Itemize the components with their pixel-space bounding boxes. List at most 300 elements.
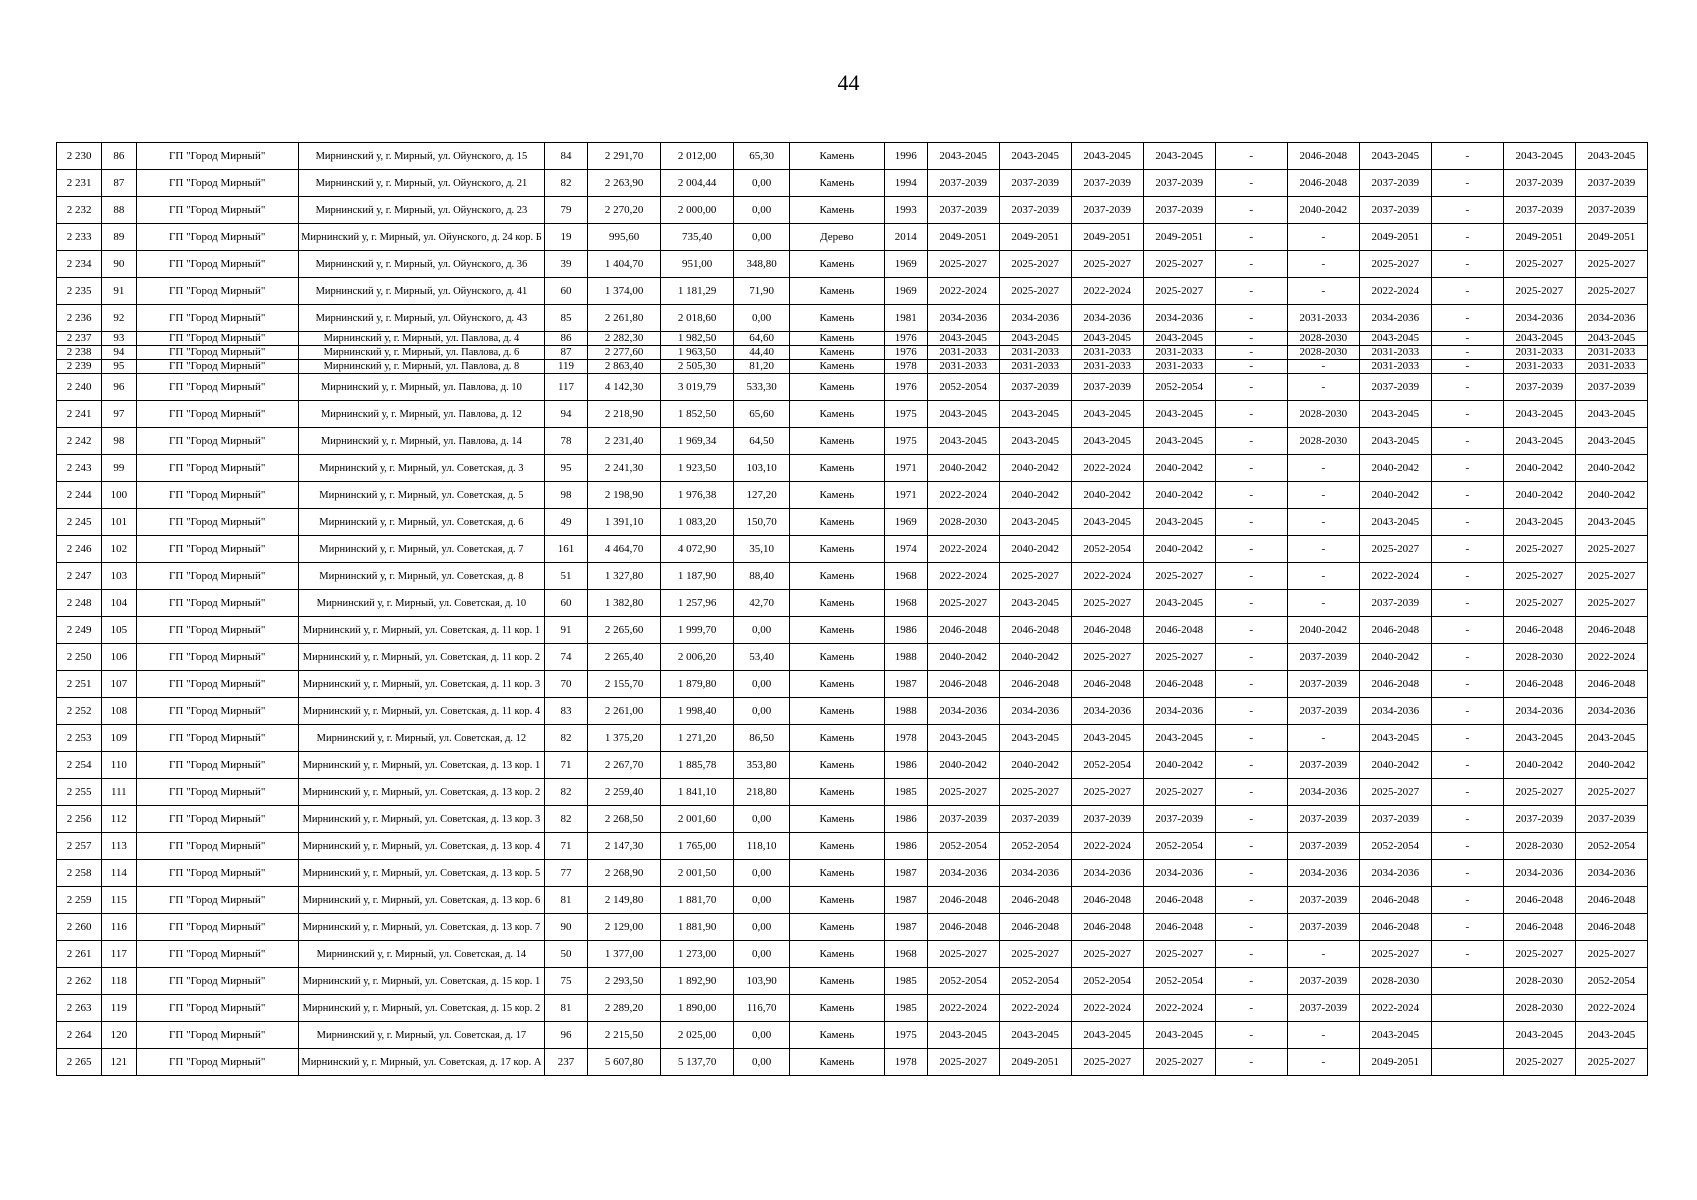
period-9-cell: 2028-2030: [1503, 968, 1575, 995]
wall-material-cell: Камень: [790, 278, 885, 305]
period-2-cell: 2043-2045: [999, 401, 1071, 428]
owner-cell: ГП "Город Мирный": [136, 170, 298, 197]
period-1-cell: 2043-2045: [927, 332, 999, 346]
period-6-cell: -: [1287, 1049, 1359, 1076]
wall-material-cell: Камень: [790, 482, 885, 509]
period-4-cell: 2043-2045: [1143, 725, 1215, 752]
local-index-cell: 96: [102, 374, 136, 401]
wall-material-cell: Камень: [790, 860, 885, 887]
owner-cell: ГП "Город Мирный": [136, 332, 298, 346]
period-10-cell: 2043-2045: [1575, 401, 1647, 428]
period-10-cell: 2025-2027: [1575, 590, 1647, 617]
period-6-cell: -: [1287, 563, 1359, 590]
row-number-cell: 2 242: [57, 428, 102, 455]
build-year-cell: 1986: [884, 752, 927, 779]
period-8-cell: [1431, 995, 1503, 1022]
total-area-cell: 1 382,80: [588, 590, 661, 617]
period-3-cell: 2052-2054: [1071, 752, 1143, 779]
total-area-cell: 2 147,30: [588, 833, 661, 860]
period-6-cell: -: [1287, 251, 1359, 278]
table-row: [57, 374, 1648, 401]
row-number-cell: 2 265: [57, 1049, 102, 1076]
row-number-cell: 2 262: [57, 968, 102, 995]
residents-cell: 91: [545, 617, 588, 644]
period-10-cell: 2025-2027: [1575, 536, 1647, 563]
total-area-cell: 1 375,20: [588, 725, 661, 752]
build-year-cell: 1994: [884, 170, 927, 197]
residents-cell: 94: [545, 401, 588, 428]
period-1-cell: 2028-2030: [927, 509, 999, 536]
period-10-cell: 2040-2042: [1575, 455, 1647, 482]
period-7-cell: 2046-2048: [1359, 617, 1431, 644]
period-2-cell: 2025-2027: [999, 563, 1071, 590]
wall-material-cell: Камень: [790, 1049, 885, 1076]
period-10-cell: 2034-2036: [1575, 860, 1647, 887]
owner-cell: ГП "Город Мирный": [136, 360, 298, 374]
total-area-cell: 2 215,50: [588, 1022, 661, 1049]
local-index-cell: 100: [102, 482, 136, 509]
period-8-cell: -: [1431, 360, 1503, 374]
nonresidential-area-cell: 218,80: [734, 779, 790, 806]
period-7-cell: 2028-2030: [1359, 968, 1431, 995]
period-1-cell: 2022-2024: [927, 995, 999, 1022]
residents-cell: 77: [545, 860, 588, 887]
period-3-cell: 2025-2027: [1071, 941, 1143, 968]
address-cell: Мирнинский у, г. Мирный, ул. Советская, д. 7: [298, 536, 544, 563]
period-6-cell: 2028-2030: [1287, 428, 1359, 455]
owner-cell: ГП "Город Мирный": [136, 914, 298, 941]
period-3-cell: 2034-2036: [1071, 698, 1143, 725]
period-7-cell: 2043-2045: [1359, 401, 1431, 428]
period-10-cell: 2043-2045: [1575, 332, 1647, 346]
nonresidential-area-cell: 0,00: [734, 617, 790, 644]
period-1-cell: 2034-2036: [927, 860, 999, 887]
local-index-cell: 120: [102, 1022, 136, 1049]
period-7-cell: 2034-2036: [1359, 860, 1431, 887]
period-4-cell: 2037-2039: [1143, 170, 1215, 197]
period-5-cell: -: [1215, 428, 1287, 455]
period-5-cell: -: [1215, 725, 1287, 752]
total-area-cell: 2 241,30: [588, 455, 661, 482]
period-2-cell: 2049-2051: [999, 224, 1071, 251]
owner-cell: ГП "Город Мирный": [136, 536, 298, 563]
living-area-cell: 1 969,34: [661, 428, 734, 455]
owner-cell: ГП "Город Мирный": [136, 644, 298, 671]
period-8-cell: -: [1431, 224, 1503, 251]
page-number: 44: [837, 70, 860, 95]
period-2-cell: 2034-2036: [999, 305, 1071, 332]
local-index-cell: 98: [102, 428, 136, 455]
period-5-cell: -: [1215, 360, 1287, 374]
table-row: [57, 995, 1648, 1022]
period-9-cell: 2037-2039: [1503, 806, 1575, 833]
row-number-cell: 2 240: [57, 374, 102, 401]
period-8-cell: -: [1431, 590, 1503, 617]
nonresidential-area-cell: 0,00: [734, 671, 790, 698]
residents-cell: 82: [545, 806, 588, 833]
period-6-cell: -: [1287, 482, 1359, 509]
wall-material-cell: Камень: [790, 725, 885, 752]
address-cell: Мирнинский у, г. Мирный, ул. Советская, д. 11 кор. 3: [298, 671, 544, 698]
total-area-cell: 1 327,80: [588, 563, 661, 590]
period-5-cell: -: [1215, 536, 1287, 563]
nonresidential-area-cell: 127,20: [734, 482, 790, 509]
nonresidential-area-cell: 116,70: [734, 995, 790, 1022]
build-year-cell: 1968: [884, 941, 927, 968]
period-9-cell: 2025-2027: [1503, 278, 1575, 305]
owner-cell: ГП "Город Мирный": [136, 278, 298, 305]
period-2-cell: 2040-2042: [999, 644, 1071, 671]
build-year-cell: 1976: [884, 346, 927, 360]
address-cell: Мирнинский у, г. Мирный, ул. Советская, д. 13 кор. 7: [298, 914, 544, 941]
period-10-cell: 2046-2048: [1575, 887, 1647, 914]
living-area-cell: 2 018,60: [661, 305, 734, 332]
build-year-cell: 1969: [884, 509, 927, 536]
row-number-cell: 2 247: [57, 563, 102, 590]
row-number-cell: 2 234: [57, 251, 102, 278]
register-body: [57, 143, 1648, 1076]
residents-cell: 82: [545, 779, 588, 806]
period-5-cell: -: [1215, 346, 1287, 360]
period-9-cell: 2043-2045: [1503, 725, 1575, 752]
build-year-cell: 1976: [884, 332, 927, 346]
period-3-cell: 2037-2039: [1071, 170, 1143, 197]
period-4-cell: 2037-2039: [1143, 806, 1215, 833]
local-index-cell: 101: [102, 509, 136, 536]
build-year-cell: 1985: [884, 779, 927, 806]
nonresidential-area-cell: 65,30: [734, 143, 790, 170]
period-10-cell: 2040-2042: [1575, 482, 1647, 509]
owner-cell: ГП "Город Мирный": [136, 617, 298, 644]
wall-material-cell: Дерево: [790, 224, 885, 251]
residents-cell: 74: [545, 644, 588, 671]
period-6-cell: -: [1287, 941, 1359, 968]
period-10-cell: 2025-2027: [1575, 278, 1647, 305]
period-7-cell: 2043-2045: [1359, 428, 1431, 455]
period-3-cell: 2046-2048: [1071, 617, 1143, 644]
period-1-cell: 2031-2033: [927, 346, 999, 360]
row-number-cell: 2 264: [57, 1022, 102, 1049]
period-9-cell: 2043-2045: [1503, 1022, 1575, 1049]
row-number-cell: 2 248: [57, 590, 102, 617]
table-row: [57, 1022, 1648, 1049]
living-area-cell: 1 273,00: [661, 941, 734, 968]
period-4-cell: 2043-2045: [1143, 509, 1215, 536]
table-row: [57, 401, 1648, 428]
address-cell: Мирнинский у, г. Мирный, ул. Советская, д. 13 кор. 3: [298, 806, 544, 833]
living-area-cell: 2 006,20: [661, 644, 734, 671]
period-1-cell: 2043-2045: [927, 428, 999, 455]
period-10-cell: 2025-2027: [1575, 779, 1647, 806]
residents-cell: 51: [545, 563, 588, 590]
period-9-cell: 2040-2042: [1503, 455, 1575, 482]
owner-cell: ГП "Город Мирный": [136, 725, 298, 752]
period-9-cell: 2040-2042: [1503, 752, 1575, 779]
build-year-cell: 1988: [884, 644, 927, 671]
period-3-cell: 2043-2045: [1071, 725, 1143, 752]
address-cell: Мирнинский у, г. Мирный, ул. Ойунского, д. 15: [298, 143, 544, 170]
table-row: [57, 1049, 1648, 1076]
build-year-cell: 1981: [884, 305, 927, 332]
period-2-cell: 2040-2042: [999, 482, 1071, 509]
period-8-cell: -: [1431, 806, 1503, 833]
living-area-cell: 1 998,40: [661, 698, 734, 725]
period-8-cell: -: [1431, 170, 1503, 197]
period-8-cell: -: [1431, 278, 1503, 305]
period-10-cell: 2040-2042: [1575, 752, 1647, 779]
residents-cell: 95: [545, 455, 588, 482]
address-cell: Мирнинский у, г. Мирный, ул. Советская, д. 17: [298, 1022, 544, 1049]
wall-material-cell: Камень: [790, 779, 885, 806]
period-3-cell: 2043-2045: [1071, 509, 1143, 536]
nonresidential-area-cell: 0,00: [734, 887, 790, 914]
period-2-cell: 2049-2051: [999, 1049, 1071, 1076]
period-7-cell: 2034-2036: [1359, 698, 1431, 725]
row-number-cell: 2 236: [57, 305, 102, 332]
table-row: [57, 644, 1648, 671]
period-7-cell: 2043-2045: [1359, 143, 1431, 170]
total-area-cell: 1 374,00: [588, 278, 661, 305]
period-3-cell: 2043-2045: [1071, 332, 1143, 346]
row-number-cell: 2 257: [57, 833, 102, 860]
period-9-cell: 2025-2027: [1503, 536, 1575, 563]
address-cell: Мирнинский у, г. Мирный, ул. Павлова, д. 6: [298, 346, 544, 360]
period-6-cell: 2037-2039: [1287, 887, 1359, 914]
row-number-cell: 2 258: [57, 860, 102, 887]
period-3-cell: 2022-2024: [1071, 563, 1143, 590]
period-2-cell: 2043-2045: [999, 509, 1071, 536]
period-3-cell: 2031-2033: [1071, 360, 1143, 374]
owner-cell: ГП "Город Мирный": [136, 995, 298, 1022]
period-8-cell: -: [1431, 197, 1503, 224]
build-year-cell: 1985: [884, 968, 927, 995]
build-year-cell: 1968: [884, 590, 927, 617]
period-8-cell: -: [1431, 617, 1503, 644]
period-7-cell: 2034-2036: [1359, 305, 1431, 332]
wall-material-cell: Камень: [790, 401, 885, 428]
local-index-cell: 107: [102, 671, 136, 698]
nonresidential-area-cell: 65,60: [734, 401, 790, 428]
nonresidential-area-cell: 0,00: [734, 305, 790, 332]
local-index-cell: 121: [102, 1049, 136, 1076]
residents-cell: 60: [545, 590, 588, 617]
wall-material-cell: Камень: [790, 671, 885, 698]
row-number-cell: 2 233: [57, 224, 102, 251]
period-5-cell: -: [1215, 170, 1287, 197]
period-9-cell: 2046-2048: [1503, 671, 1575, 698]
owner-cell: ГП "Город Мирный": [136, 1049, 298, 1076]
build-year-cell: 1987: [884, 860, 927, 887]
period-7-cell: 2037-2039: [1359, 197, 1431, 224]
period-5-cell: -: [1215, 563, 1287, 590]
table-row: [57, 536, 1648, 563]
period-4-cell: 2043-2045: [1143, 401, 1215, 428]
owner-cell: ГП "Город Мирный": [136, 887, 298, 914]
period-3-cell: 2022-2024: [1071, 278, 1143, 305]
period-1-cell: 2022-2024: [927, 563, 999, 590]
period-9-cell: 2025-2027: [1503, 563, 1575, 590]
period-10-cell: 2052-2054: [1575, 833, 1647, 860]
period-2-cell: 2043-2045: [999, 428, 1071, 455]
table-row: [57, 346, 1648, 360]
period-5-cell: -: [1215, 509, 1287, 536]
period-5-cell: -: [1215, 278, 1287, 305]
build-year-cell: 1986: [884, 806, 927, 833]
period-5-cell: -: [1215, 251, 1287, 278]
period-2-cell: 2037-2039: [999, 170, 1071, 197]
row-number-cell: 2 241: [57, 401, 102, 428]
total-area-cell: 1 404,70: [588, 251, 661, 278]
local-index-cell: 87: [102, 170, 136, 197]
period-4-cell: 2034-2036: [1143, 860, 1215, 887]
period-1-cell: 2046-2048: [927, 671, 999, 698]
address-cell: Мирнинский у, г. Мирный, ул. Ойунского, д. 36: [298, 251, 544, 278]
period-4-cell: 2052-2054: [1143, 374, 1215, 401]
period-4-cell: 2043-2045: [1143, 428, 1215, 455]
address-cell: Мирнинский у, г. Мирный, ул. Советская, д. 11 кор. 1: [298, 617, 544, 644]
period-8-cell: -: [1431, 332, 1503, 346]
local-index-cell: 88: [102, 197, 136, 224]
table-row: [57, 617, 1648, 644]
period-9-cell: 2046-2048: [1503, 914, 1575, 941]
table-row: [57, 590, 1648, 617]
build-year-cell: 1976: [884, 374, 927, 401]
nonresidential-area-cell: 86,50: [734, 725, 790, 752]
living-area-cell: 4 072,90: [661, 536, 734, 563]
living-area-cell: 735,40: [661, 224, 734, 251]
period-9-cell: 2031-2033: [1503, 346, 1575, 360]
period-3-cell: 2022-2024: [1071, 455, 1143, 482]
nonresidential-area-cell: 118,10: [734, 833, 790, 860]
wall-material-cell: Камень: [790, 914, 885, 941]
build-year-cell: 1975: [884, 1022, 927, 1049]
period-8-cell: -: [1431, 860, 1503, 887]
period-10-cell: 2034-2036: [1575, 305, 1647, 332]
nonresidential-area-cell: 533,30: [734, 374, 790, 401]
period-6-cell: -: [1287, 278, 1359, 305]
period-9-cell: 2028-2030: [1503, 644, 1575, 671]
period-7-cell: 2025-2027: [1359, 536, 1431, 563]
total-area-cell: 2 149,80: [588, 887, 661, 914]
local-index-cell: 117: [102, 941, 136, 968]
period-8-cell: -: [1431, 455, 1503, 482]
build-year-cell: 1971: [884, 482, 927, 509]
period-9-cell: 2028-2030: [1503, 995, 1575, 1022]
period-6-cell: 2028-2030: [1287, 346, 1359, 360]
period-1-cell: 2022-2024: [927, 482, 999, 509]
owner-cell: ГП "Город Мирный": [136, 941, 298, 968]
total-area-cell: 1 391,10: [588, 509, 661, 536]
total-area-cell: 2 265,40: [588, 644, 661, 671]
address-cell: Мирнинский у, г. Мирный, ул. Советская, д. 12: [298, 725, 544, 752]
total-area-cell: 2 263,90: [588, 170, 661, 197]
period-10-cell: 2025-2027: [1575, 563, 1647, 590]
address-cell: Мирнинский у, г. Мирный, ул. Советская, д. 13 кор. 2: [298, 779, 544, 806]
period-8-cell: -: [1431, 251, 1503, 278]
living-area-cell: 1 841,10: [661, 779, 734, 806]
build-year-cell: 1975: [884, 401, 927, 428]
period-7-cell: 2043-2045: [1359, 332, 1431, 346]
nonresidential-area-cell: 0,00: [734, 1049, 790, 1076]
owner-cell: ГП "Город Мирный": [136, 224, 298, 251]
period-4-cell: 2040-2042: [1143, 752, 1215, 779]
residents-cell: 96: [545, 1022, 588, 1049]
period-3-cell: 2043-2045: [1071, 428, 1143, 455]
residents-cell: 71: [545, 752, 588, 779]
address-cell: Мирнинский у, г. Мирный, ул. Советская, д. 13 кор. 5: [298, 860, 544, 887]
period-1-cell: 2040-2042: [927, 644, 999, 671]
row-number-cell: 2 259: [57, 887, 102, 914]
local-index-cell: 103: [102, 563, 136, 590]
period-2-cell: 2040-2042: [999, 455, 1071, 482]
row-number-cell: 2 249: [57, 617, 102, 644]
total-area-cell: 2 282,30: [588, 332, 661, 346]
total-area-cell: 2 261,00: [588, 698, 661, 725]
period-10-cell: 2046-2048: [1575, 914, 1647, 941]
period-10-cell: 2034-2036: [1575, 698, 1647, 725]
residents-cell: 78: [545, 428, 588, 455]
period-4-cell: 2052-2054: [1143, 833, 1215, 860]
period-6-cell: -: [1287, 536, 1359, 563]
period-3-cell: 2034-2036: [1071, 860, 1143, 887]
period-7-cell: 2037-2039: [1359, 590, 1431, 617]
total-area-cell: 2 261,80: [588, 305, 661, 332]
period-1-cell: 2046-2048: [927, 914, 999, 941]
period-2-cell: 2025-2027: [999, 278, 1071, 305]
period-2-cell: 2043-2045: [999, 725, 1071, 752]
living-area-cell: 1 881,70: [661, 887, 734, 914]
owner-cell: ГП "Город Мирный": [136, 833, 298, 860]
table-row: [57, 197, 1648, 224]
build-year-cell: 1978: [884, 1049, 927, 1076]
period-8-cell: -: [1431, 698, 1503, 725]
address-cell: Мирнинский у, г. Мирный, ул. Павлова, д. 12: [298, 401, 544, 428]
period-4-cell: 2025-2027: [1143, 278, 1215, 305]
period-10-cell: 2037-2039: [1575, 806, 1647, 833]
total-area-cell: 2 270,20: [588, 197, 661, 224]
period-7-cell: 2040-2042: [1359, 482, 1431, 509]
period-2-cell: 2031-2033: [999, 346, 1071, 360]
period-8-cell: -: [1431, 914, 1503, 941]
period-9-cell: 2049-2051: [1503, 224, 1575, 251]
period-5-cell: -: [1215, 482, 1287, 509]
period-4-cell: 2046-2048: [1143, 671, 1215, 698]
period-5-cell: -: [1215, 995, 1287, 1022]
row-number-cell: 2 232: [57, 197, 102, 224]
period-10-cell: 2043-2045: [1575, 428, 1647, 455]
row-number-cell: 2 254: [57, 752, 102, 779]
period-1-cell: 2025-2027: [927, 779, 999, 806]
residents-cell: 84: [545, 143, 588, 170]
period-7-cell: 2043-2045: [1359, 509, 1431, 536]
period-1-cell: 2043-2045: [927, 1022, 999, 1049]
residents-cell: 75: [545, 968, 588, 995]
period-2-cell: 2022-2024: [999, 995, 1071, 1022]
owner-cell: ГП "Город Мирный": [136, 752, 298, 779]
period-5-cell: -: [1215, 617, 1287, 644]
wall-material-cell: Камень: [790, 887, 885, 914]
period-6-cell: 2037-2039: [1287, 698, 1359, 725]
period-6-cell: 2037-2039: [1287, 914, 1359, 941]
period-3-cell: 2043-2045: [1071, 401, 1143, 428]
period-4-cell: 2043-2045: [1143, 1022, 1215, 1049]
owner-cell: ГП "Город Мирный": [136, 374, 298, 401]
period-2-cell: 2043-2045: [999, 143, 1071, 170]
row-number-cell: 2 250: [57, 644, 102, 671]
period-4-cell: 2052-2054: [1143, 968, 1215, 995]
period-3-cell: 2025-2027: [1071, 779, 1143, 806]
living-area-cell: 2 025,00: [661, 1022, 734, 1049]
